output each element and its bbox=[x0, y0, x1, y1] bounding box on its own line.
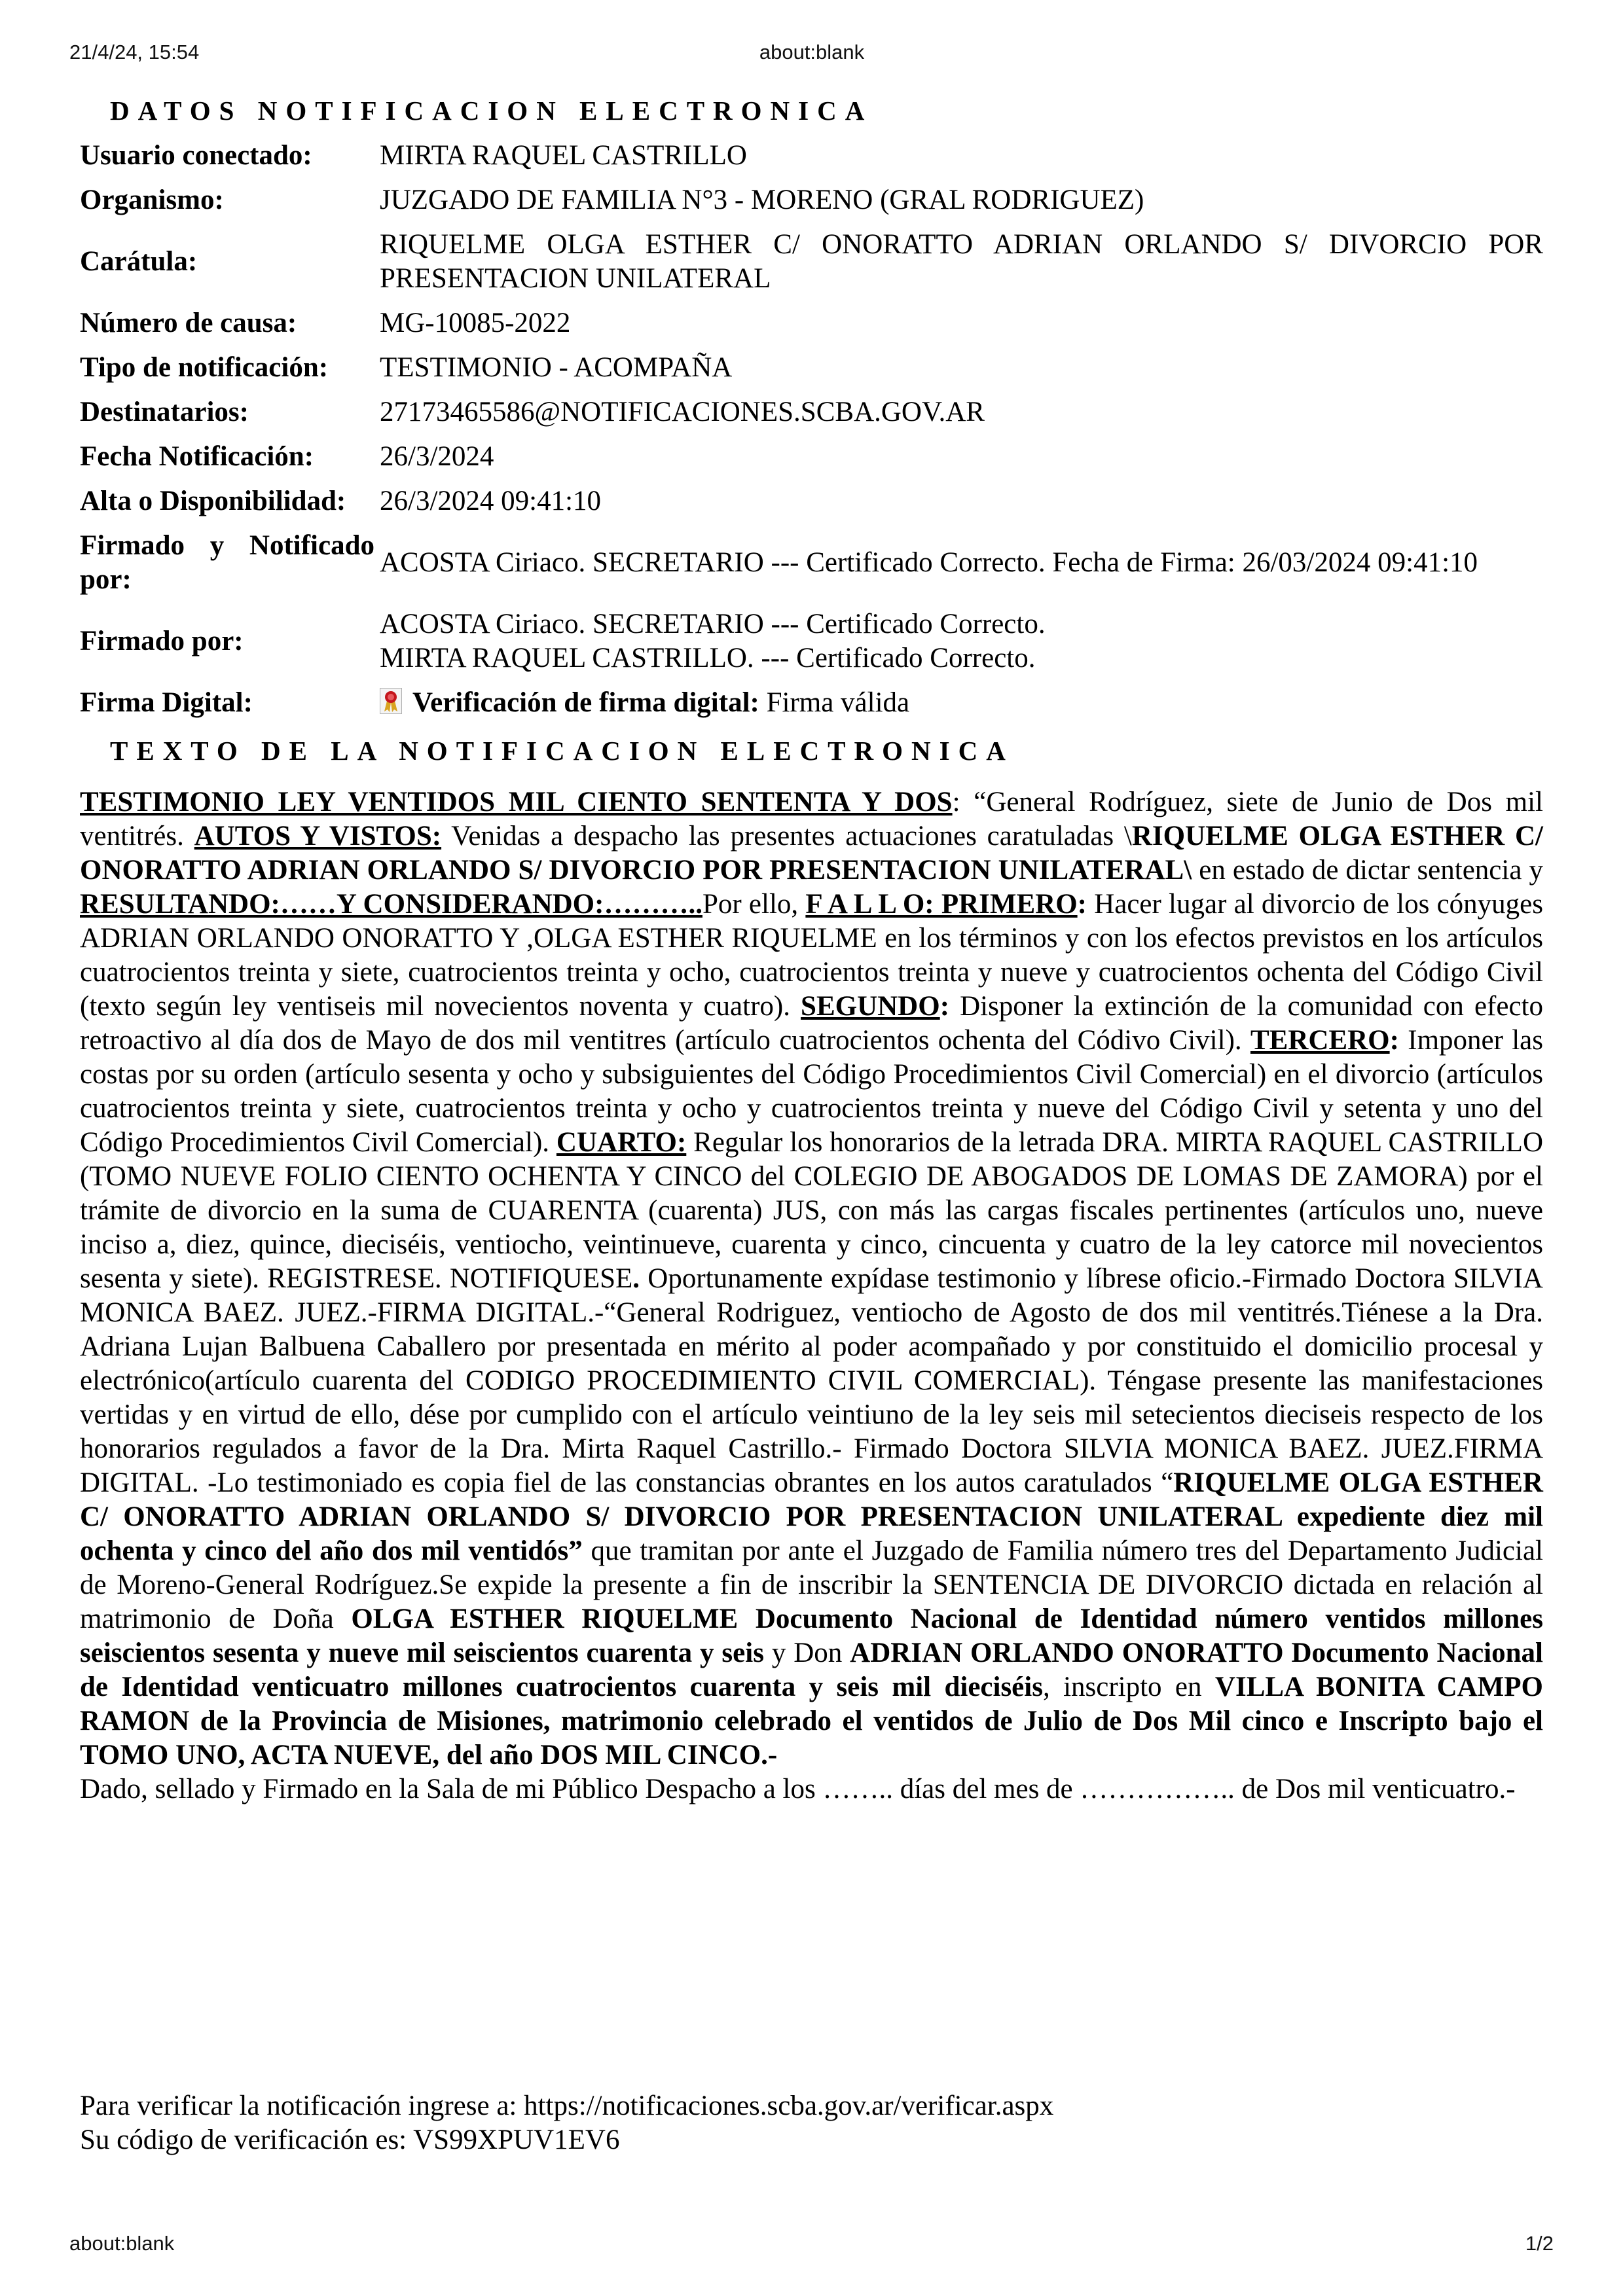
meta-value bbox=[380, 602, 1543, 681]
meta-row bbox=[80, 301, 1543, 346]
meta-value: 26/3/2024 09:41:10 bbox=[380, 486, 602, 516]
signer-line-1: ACOSTA Ciriaco. SECRETARIO --- Certificado Correcto. bbox=[380, 609, 1046, 639]
meta-label: Firmado y Notificado por: bbox=[80, 530, 374, 595]
meta-row bbox=[80, 390, 1543, 435]
meta-label: Destinatarios: bbox=[80, 397, 249, 427]
text-run: que tramitan por ante el Juzgado de Familia número tres del Departamento Judicial de Moreno-General Rodríguez.Se expide la presente a fin de inscribir la SENTENCIA DE DIVORCIO dictada en relación al matrimonio de Doña bbox=[80, 1535, 1543, 1634]
verification-code-line: Su código de verificación es: VS99XPUV1EV6 bbox=[80, 2125, 620, 2155]
metadata-rows bbox=[80, 134, 1543, 602]
section-heading-run: TERCERO bbox=[1250, 1025, 1390, 1056]
text-run: Oportunamente expídase testimonio y líbrese oficio.-Firmado Doctora SILVIA MONICA BAEZ. JUEZ.-FIRMA DIGITAL.-“General Rodriguez, ventiocho de Agosto de dos mil ventitrés.Tiénese a la Dra. Adriana Lujan Balbuena Caballero por presentada en mérito al poder acompañado y por constituido el domicilio procesal y electrónico(artículo cuarenta del CODIGO PROCEDIMIENTO CIVIL COMERCIAL). Téngase presente las manifestaciones vertidas y en virtud de ello, dése por cumplido con el artículo veintiuno de la ley seis mil setecientos dieciseis respecto de los honorarios regulados a favor de la Dra. Mirta Raquel Castrillo.- Firmado Doctora SILVIA MONICA BAEZ. JUEZ.FIRMA DIGITAL. -Lo testimoniado es copia fiel de las constancias obrantes en los autos caratulados “ bbox=[80, 1263, 1543, 1498]
text-run: en estado de dictar sentencia y bbox=[1192, 855, 1543, 886]
meta-row-firmado-por bbox=[80, 602, 1543, 681]
section-heading-run: AUTOS Y VISTOS: bbox=[194, 821, 442, 852]
text-run: Hacer lugar al divorcio de los cónyuges ADRIAN ORLANDO ONORATTO Y ,OLGA ESTHER RIQUELME en los términos y con los efectos previstos en los artículos cuatrocientos treinta y siete, cuatrocientos treinta y ocho, cuatrocientos treinta y nueve y cuatrocientos ochenta del Código Civil (texto según ley ventiseis mil novecientos noventa y cuatro). bbox=[80, 889, 1543, 1022]
print-url: about:blank bbox=[759, 41, 865, 63]
bold-run: RIQUELME OLGA ESTHER C/ ONORATTO ADRIAN ORLANDO S/ DIVORCIO POR PRESENTACION UNILATERAL\ bbox=[80, 821, 1543, 886]
metadata-table bbox=[80, 134, 1543, 725]
text-run: Disponer la extinción de la comunidad con efecto retroactivo al día dos de Mayo de dos mil ventitres (artículo cuatrocientos ochenta del Códivo Civil). bbox=[80, 991, 1543, 1056]
meta-label: Carátula: bbox=[80, 246, 198, 277]
section-title-datos: DATOS NOTIFICACION ELECTRONICA bbox=[110, 96, 873, 126]
bold-run: RIQUELME OLGA ESTHER C/ ONORATTO ADRIAN ORLANDO S/ DIVORCIO POR PRESENTACION UNILATERAL expediente diez mil ochenta y cinco del año dos mil ventidós” bbox=[80, 1467, 1543, 1566]
text-run: y Don bbox=[763, 1638, 850, 1668]
meta-value: 26/3/2024 bbox=[380, 441, 494, 472]
verification-url-line: Para verificar la notificación ingrese a: https://notificaciones.scba.gov.ar/verificar.aspx bbox=[80, 2090, 1054, 2121]
text-run: : “General Rodríguez, siete de Junio de Dos mil ventitrés. bbox=[80, 787, 1543, 852]
meta-row-firma-digital bbox=[80, 681, 1543, 725]
meta-row bbox=[80, 134, 1543, 178]
meta-value: RIQUELME OLGA ESTHER C/ ONORATTO ADRIAN ORLANDO S/ DIVORCIO POR PRESENTACION UNILATERAL bbox=[380, 229, 1543, 294]
signature-status: Firma válida bbox=[759, 687, 910, 718]
section-heading-run: F A L L O: PRIMERO bbox=[805, 889, 1078, 920]
meta-value bbox=[380, 681, 1543, 725]
meta-value: TESTIMONIO - ACOMPAÑA bbox=[380, 352, 733, 383]
print-date: 21/4/24, 15:54 bbox=[69, 41, 200, 63]
section-heading-run: SEGUNDO bbox=[801, 991, 940, 1022]
meta-label: Alta o Disponibilidad: bbox=[80, 486, 346, 516]
signature-verification-label: Verificación de firma digital: bbox=[412, 687, 759, 718]
seal-ribbon-icon bbox=[380, 688, 402, 714]
text-run: Imponer las costas por su orden (artículo sesenta y ocho y subsiguientes del Código Procedimientos Civil Comercial) en el divorcio (artículos cuatrocientos treinta y siete, cuatrocientos treinta y ocho y cuatrocientos treinta y nueve del Código Civil y setenta y uno del Código Procedimientos Civil Comercial). bbox=[80, 1025, 1543, 1158]
section-title-texto: TEXTO DE LA NOTIFICACION ELECTRONICA bbox=[110, 736, 1014, 766]
bold-run: : bbox=[1077, 889, 1087, 920]
closing-paragraph: Dado, sellado y Firmado en la Sala de mi Público Despacho a los …….. días del mes de …………….. de Dos mil venticuatro.- bbox=[80, 1774, 1516, 1804]
meta-value: 27173465586@NOTIFICACIONES.SCBA.GOV.AR bbox=[380, 397, 985, 427]
meta-value: MG-10085-2022 bbox=[380, 308, 571, 338]
meta-label: Firmado por: bbox=[80, 626, 244, 656]
meta-label: Fecha Notificación: bbox=[80, 441, 314, 472]
text-run: Venidas a despacho las presentes actuaciones caratuladas \ bbox=[441, 821, 1132, 852]
meta-label: Número de causa: bbox=[80, 308, 297, 338]
meta-label: Firma Digital: bbox=[80, 687, 253, 718]
section-heading-run: RESULTANDO:……Y CONSIDERANDO:……….. bbox=[80, 889, 702, 920]
meta-label: Organismo: bbox=[80, 185, 224, 215]
meta-label: Usuario conectado: bbox=[80, 140, 312, 171]
page-number: 1/2 bbox=[1525, 2232, 1554, 2255]
notification-paragraph bbox=[80, 785, 1543, 1772]
footer-url: about:blank bbox=[69, 2232, 175, 2255]
meta-value: MIRTA RAQUEL CASTRILLO bbox=[380, 140, 747, 171]
notification-text bbox=[80, 785, 1543, 1806]
meta-value: ACOSTA Ciriaco. SECRETARIO --- Certificado Correcto. Fecha de Firma: 26/03/2024 09:41:10 bbox=[380, 547, 1478, 578]
bold-run: VILLA BONITA CAMPO RAMON de la Provincia de Misiones, matrimonio celebrado el ventidos de Julio de Dos Mil cinco e Inscripto bajo el TOMO UNO, ACTA NUEVE, del año DOS MIL CINCO.- bbox=[80, 1672, 1543, 1770]
bold-run: OLGA ESTHER RIQUELME Documento Nacional de Identidad número ventidos millones seiscientos sesenta y nueve mil seiscientos cuarenta y seis bbox=[80, 1604, 1543, 1668]
signer-line-2: MIRTA RAQUEL CASTRILLO. --- Certificado Correcto. bbox=[380, 643, 1036, 673]
bold-run: : bbox=[1389, 1025, 1399, 1056]
notification-document bbox=[80, 88, 1543, 1806]
meta-row bbox=[80, 524, 1543, 602]
section-heading-run: CUARTO: bbox=[556, 1127, 687, 1158]
bold-run: : bbox=[939, 991, 950, 1022]
meta-row bbox=[80, 178, 1543, 223]
verification-block bbox=[80, 2089, 1053, 2157]
meta-row bbox=[80, 435, 1543, 479]
meta-row bbox=[80, 346, 1543, 390]
text-run: Regular los honorarios de la letrada DRA. MIRTA RAQUEL CASTRILLO (TOMO NUEVE FOLIO CIENTO OCHENTA Y CINCO del COLEGIO DE ABOGADOS DE LOMAS DE ZAMORA) por el trámite de divorcio en la suma de CUARENTA (cuarenta) JUS, con más las cargas fiscales pertinentes (artículos uno, nueve inciso a, diez, quince, dieciséis, ventiocho, veintinueve, cuarenta y cinco, cincuenta y cuatro de la ley catorce mil novecientos sesenta y siete). REGISTRESE. NOTIFIQUESE bbox=[80, 1127, 1543, 1294]
bold-run: . bbox=[632, 1263, 640, 1294]
bold-run: ADRIAN ORLANDO ONORATTO Documento Nacional de Identidad venticuatro millones cuatrocientos cuarenta y seis mil dieciséis bbox=[80, 1638, 1543, 1702]
meta-row bbox=[80, 479, 1543, 524]
meta-row bbox=[80, 223, 1543, 301]
section-heading-run: TESTIMONIO LEY VENTIDOS MIL CIENTO SENTENTA Y DOS bbox=[80, 787, 953, 817]
meta-value: JUZGADO DE FAMILIA N°3 - MORENO (GRAL RODRIGUEZ) bbox=[380, 185, 1144, 215]
text-run: Por ello, bbox=[702, 889, 806, 920]
text-run: , inscripto en bbox=[1042, 1672, 1215, 1702]
meta-label: Tipo de notificación: bbox=[80, 352, 329, 383]
